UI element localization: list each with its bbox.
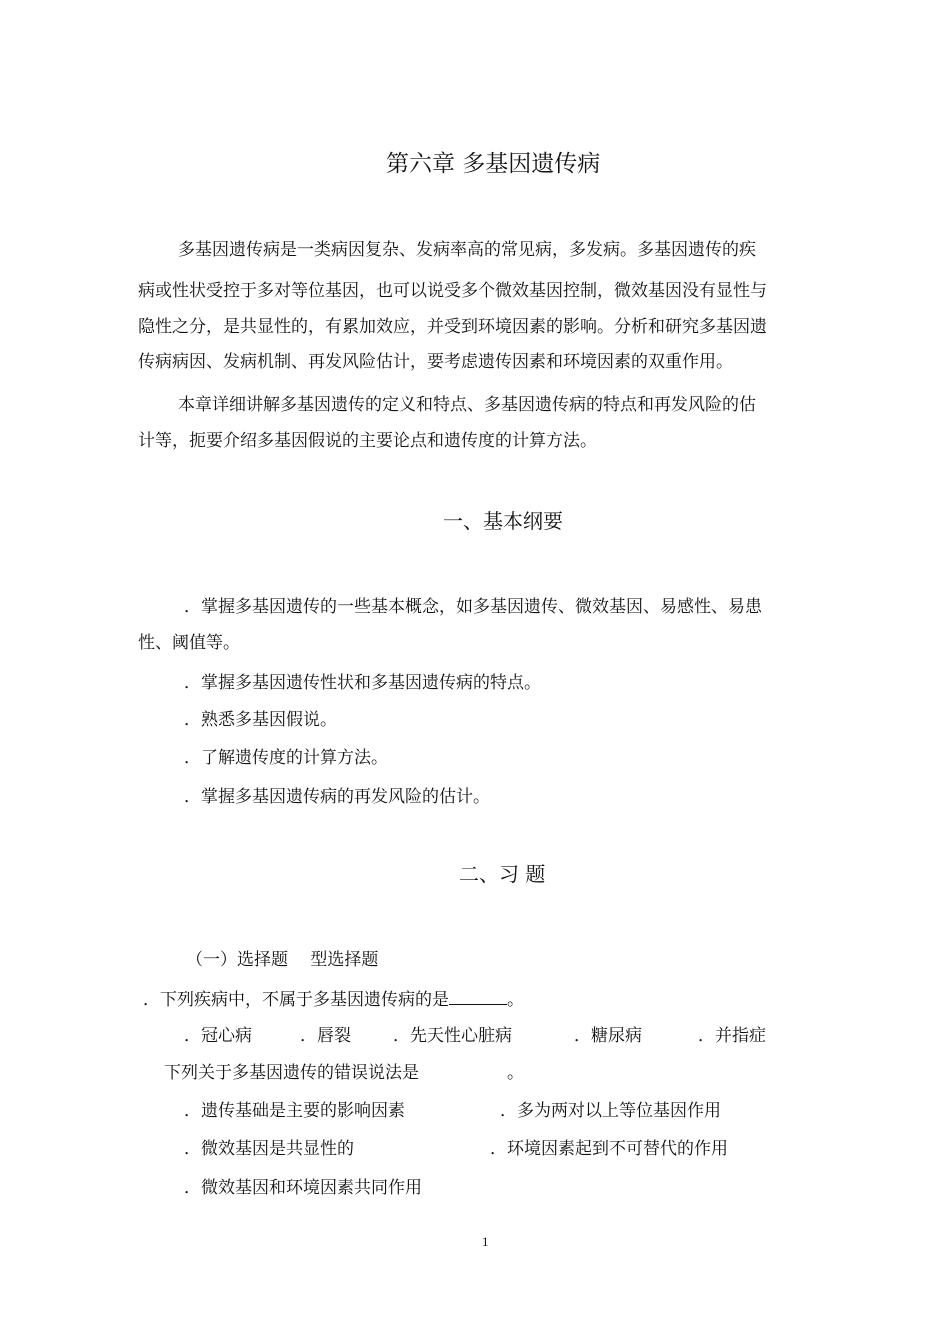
question-text: ．下列疾病中，不属于多基因遗传病的是 — [143, 990, 449, 1010]
section-heading-outline: 一、基本纲要 — [443, 509, 563, 533]
page-number: 1 — [482, 1234, 489, 1249]
text-line: 计等，扼要介绍多基因假说的主要论点和遗传度的计算方法。 — [138, 431, 597, 451]
text-line: 多基因遗传病是一类病因复杂、发病率高的常见病，多发病。多基因遗传的疾 — [178, 240, 756, 260]
option: ．唇裂 — [300, 1026, 351, 1046]
option: ．微效基因和环境因素共同作用 — [184, 1178, 422, 1198]
list-item: ．掌握多基因遗传的一些基本概念，如多基因遗传、微效基因、易感性、易患 — [184, 597, 762, 617]
question-stem — [143, 988, 524, 1010]
list-item: ．掌握多基因遗传病的再发风险的估计。 — [184, 787, 490, 807]
option: ．环境因素起到不可替代的作用 — [490, 1139, 728, 1159]
list-item: ．了解遗传度的计算方法。 — [184, 748, 388, 768]
choice-subheading: （一）选择题 型选择题 — [186, 950, 379, 970]
text-line: 本章详细讲解多基因遗传的定义和特点、多基因遗传病的特点和再发风险的估 — [178, 395, 756, 415]
chapter-title: 第六章 多基因遗传病 — [386, 151, 601, 177]
text-line: 隐性之分，是共显性的，有累加效应，并受到环境因素的影响。分析和研究多基因遗 — [138, 317, 767, 337]
text-line: 病或性状受控于多对等位基因，也可以说受多个微效基因控制，微效基因没有显性与 — [138, 281, 767, 301]
list-item: ．掌握多基因遗传性状和多基因遗传病的特点。 — [184, 673, 541, 693]
text-line: 传病病因、发病机制、再发风险估计，要考虑遗传因素和环境因素的双重作用。 — [138, 352, 733, 372]
question-stem: 下列关于多基因遗传的错误说法是 — [164, 1063, 419, 1083]
option: ．微效基因是共显性的 — [184, 1139, 354, 1159]
list-item: ．熟悉多基因假说。 — [184, 710, 337, 730]
question-end: 。 — [507, 1063, 524, 1083]
list-item: 性、阈值等。 — [138, 633, 240, 653]
question-end: 。 — [507, 990, 524, 1010]
option: ．冠心病 — [184, 1026, 252, 1046]
section-heading-exercises: 二、习 题 — [459, 862, 546, 886]
option: ．多为两对以上等位基因作用 — [500, 1101, 721, 1121]
option: ．并指症 — [698, 1026, 766, 1046]
option: ．先天性心脏病 — [393, 1026, 512, 1046]
option: ．遗传基础是主要的影响因素 — [184, 1101, 405, 1121]
option: ．糖尿病 — [574, 1026, 642, 1046]
answer-blank — [449, 988, 507, 1005]
